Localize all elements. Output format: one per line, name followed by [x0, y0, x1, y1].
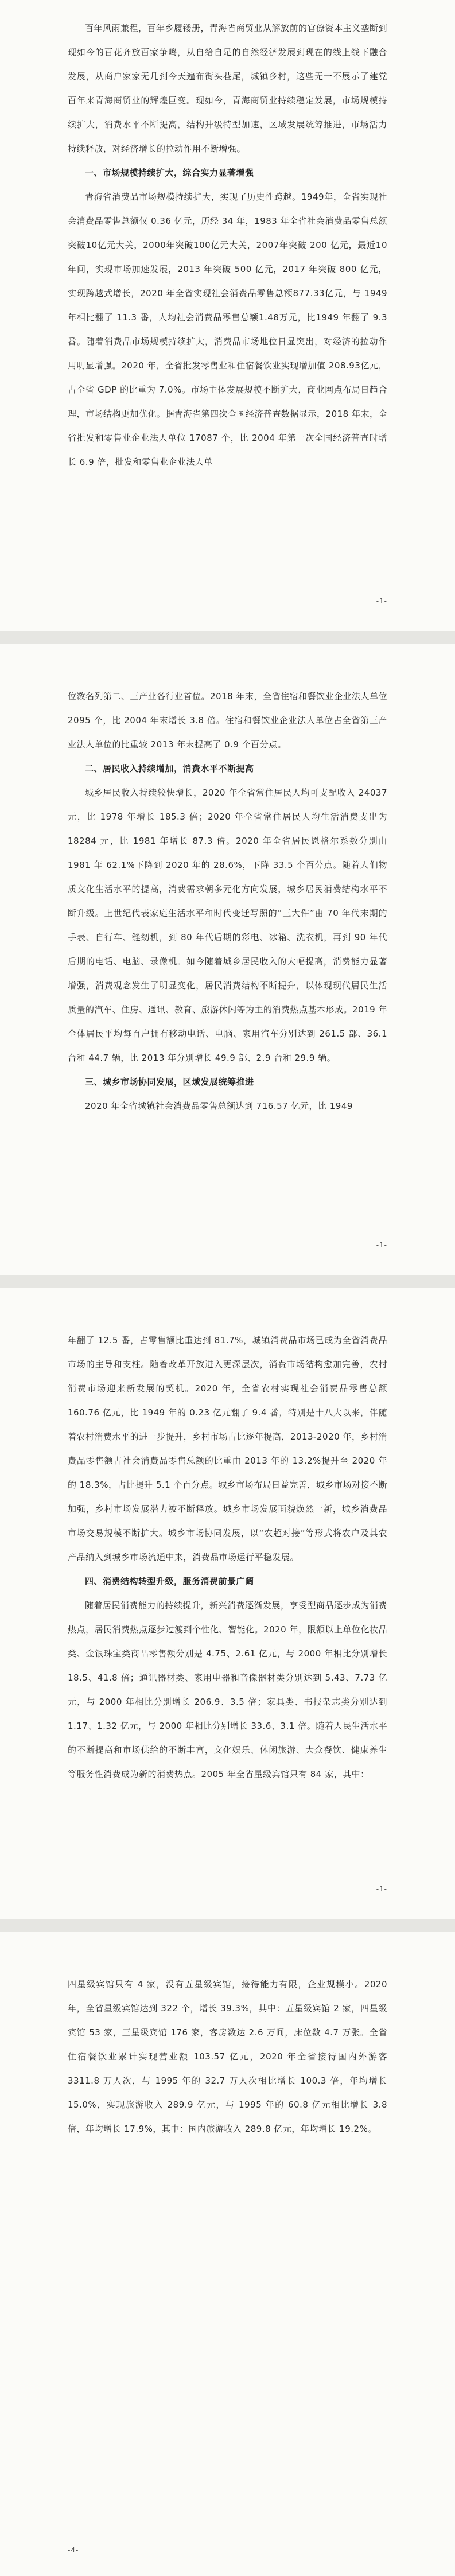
page-3 [0, 1288, 455, 1919]
page-separator [0, 1275, 455, 1288]
section-3-continued-paragraph: 年翻了 12.5 番，占零售额比重达到 81.7%，城镇消费品市场已成为全省消费品市场的主导和支柱。随着改革开放进入更深层次，消费市场结构愈加完善，农村消费市场迎来新发展的契机。2020 年，全省农村实现社会消费品零售总额 160.76 亿元，比 1949 年的 0.23 亿元翻了 9.4 番，特别是十八大以来，伴随着农村消费水平的进一步提升，乡村市场占比逐年提高，2013-2020 年，乡村消费品零售额占社会消费品零售总额的比重由 2013 年的 13.2%提升至 2020 年的 18.3%，占比提升 5.1 个百分点。城乡市场布局日益完善，城乡市场对接不断加强，乡村市场发展潜力被不断释放。城乡市场发展面貌焕然一新，城乡消费品市场交易规模不断扩大。城乡市场协同发展，以“农超对接”等形式将农户及其农产品纳入到城乡市场流通中来，消费品市场运行平稳发展。 [68, 1335, 387, 1562]
page-2 [0, 644, 455, 1275]
section-3-paragraph: 2020 年全省城镇社会消费品零售总额达到 716.57 亿元，比 1949 [85, 1101, 353, 1111]
page-number: -1- [376, 597, 387, 605]
page-1 [0, 0, 455, 631]
section-heading-1: 一、市场规模持续扩大，综合实力显著增强 [85, 168, 254, 178]
page-separator [0, 1919, 455, 1932]
intro-paragraph: 百年风雨兼程，百年乡履镂册，青海省商贸业从解放前的官僚资本主义垄断到现如今的百花齐放百家争鸣，从自给自足的自然经济发展到现在的线上线下融合发展，从商户家家无几到今天遍布街头巷尾，城镇乡村，这些无一不展示了建党百年来青海商贸业的辉煌巨变。现如今，青海商贸业持续稳定发展，市场规模持续扩大，消费水平不断提高，结构升级特型加速，区域发展统筹推进，市场活力持续释放，对经济增长的拉动作用不断增强。 [68, 23, 388, 154]
section-heading-2: 二、居民收入持续增加，消费水平不断提高 [85, 763, 254, 774]
section-4-continued-paragraph: 四星级宾馆只有 4 家，没有五星级宾馆，接待能力有限，企业规模小。2020 年，全省星级宾馆达到 322 个，增长 39.3%，其中：五星级宾馆 2 家，四星级宾馆 53 家，三星级宾馆 176 家，客房数达 2.6 万间，床位数 4.7 万张。全省住宿餐饮业累计实现营业额 103.57 亿元，2020 年全省接待国内外游客 3311.8 万人次，与 1995 年的 32.7 万人次相比增长 100.3 倍，年均增长 15.0%，实现旅游收入 289.9 亿元，与 1995 年的 60.8 亿元相比增长 3.8 倍，年均增长 17.9%，其中：国内旅游收入 289.8 亿元，年均增长 19.2%。 [68, 1979, 387, 2134]
section-heading-4: 四、消费结构转型升级，服务消费前景广阔 [85, 1576, 254, 1586]
page-number: -4- [68, 2546, 79, 2554]
section-1-continued-paragraph: 位数名列第二、三产业各行业首位。2018 年末，全省住宿和餐饮业企业法人单位 2095 个，比 2004 年末增长 3.8 倍。住宿和餐饮业企业法人单位占全省第三产业法人单位的比重较 2013 年末提高了 0.9 个百分点。 [68, 691, 387, 750]
page-separator [0, 631, 455, 644]
section-4-paragraph: 随着居民消费能力的持续提升，新兴消费逐渐发展，享受型商品逐步成为消费热点，居民消费热点逐步过渡到个性化、智能化。2020 年，限额以上单位化妆品类、金银珠宝类商品零售额分别是 4.75、2.61 亿元，与 2000 年相比分别增长 18.5、41.8 倍；通讯器材类、家用电器和音像器材类分别达到 5.43、7.73 亿元，与 2000 年相比分别增长 206.9、3.5 倍；家具类、书报杂志类分别达到 1.17、1.32 亿元，与 2000 年相比分别增长 33.6、3.1 倍。随着人民生活水平的不断提高和市场供给的不断丰富，文化娱乐、休闲旅游、大众餐饮、健康养生等服务性消费成为新的消费热点。2005 年全省星级宾馆只有 84 家，其中： [68, 1600, 388, 1779]
page-4 [0, 1932, 455, 2576]
page-number: -1- [376, 1241, 387, 1249]
page-number: -1- [376, 1885, 387, 1893]
section-2-paragraph: 城乡居民收入持续较快增长，2020 年全省常住居民人均可支配收入 24037 元，比 1978 年增长 185.3 倍；2020 年全省常住居民人均生活消费支出为 18284 元，比 1981 年增长 87.3 倍。2020 年全省居民恩格尔系数分别由 1981 年 62.1%下降到 2020 年的 28.6%，下降 33.5 个百分点。随着人们物质文化生活水平的提高，消费需求朝多元化方向发展，城乡居民消费结构水平不断升级。上世纪代表家庭生活水平和时代变迁写照的“三大件”由 70 年代末期的手表、自行车、缝纫机，到 80 年代后期的彩电、冰箱、洗衣机，再到 90 年代后期的电话、电脑、录像机。如今随着城乡居民收入的大幅提高，消费能力显著增强，消费观念发生了明显变化，居民消费结构不断提升，以体现现代居民生活质量的汽车、住房、通讯、教育、旅游休闲等为主的消费热点基本形成。2019 年全体居民平均每百户拥有移动电话、电脑、家用汽车分别达到 261.5 部、36.1 台和 44.7 辆，比 2013 年分别增长 49.9 部、2.9 台和 29.9 辆。 [68, 787, 387, 1063]
section-heading-3: 三、城乡市场协同发展，区域发展统筹推进 [85, 1077, 254, 1087]
section-1-paragraph: 青海省消费品市场规模持续扩大，实现了历史性跨越。1949年，全省实现社会消费品零售总额仅 0.36 亿元，历经 34 年，1983 年全省社会消费品零售总额突破10亿元大关，2000年突破100亿元大关，2007年突破 200 亿元，最近10年间，实现市场加速发展，2013 年突破 500 亿元，2017 年突破 800 亿元，实现跨越式增长，2020 年全省实现社会消费品零售总额877.33亿元，与 1949 年相比翻了 11.3 番，人均社会消费品零售总额1.48万元，比1949 年翻了 9.3 番。随着消费品市场规模持续扩大，消费品市场地位日显突出，对经济的拉动作用明显增强。2020 年，全省批发零售业和住宿餐饮业实现增加值 208.93亿元，占全省 GDP 的比重为 7.0%。市场主体发展规模不断扩大，商业网点布局日趋合理，市场结构更加优化。据青海省第四次全国经济普查数据显示，2018 年末，全省批发和零售业企业法人单位 17087 个，比 2004 年第一次全国经济普查时增长 6.9 倍，批发和零售业企业法人单 [68, 192, 387, 467]
